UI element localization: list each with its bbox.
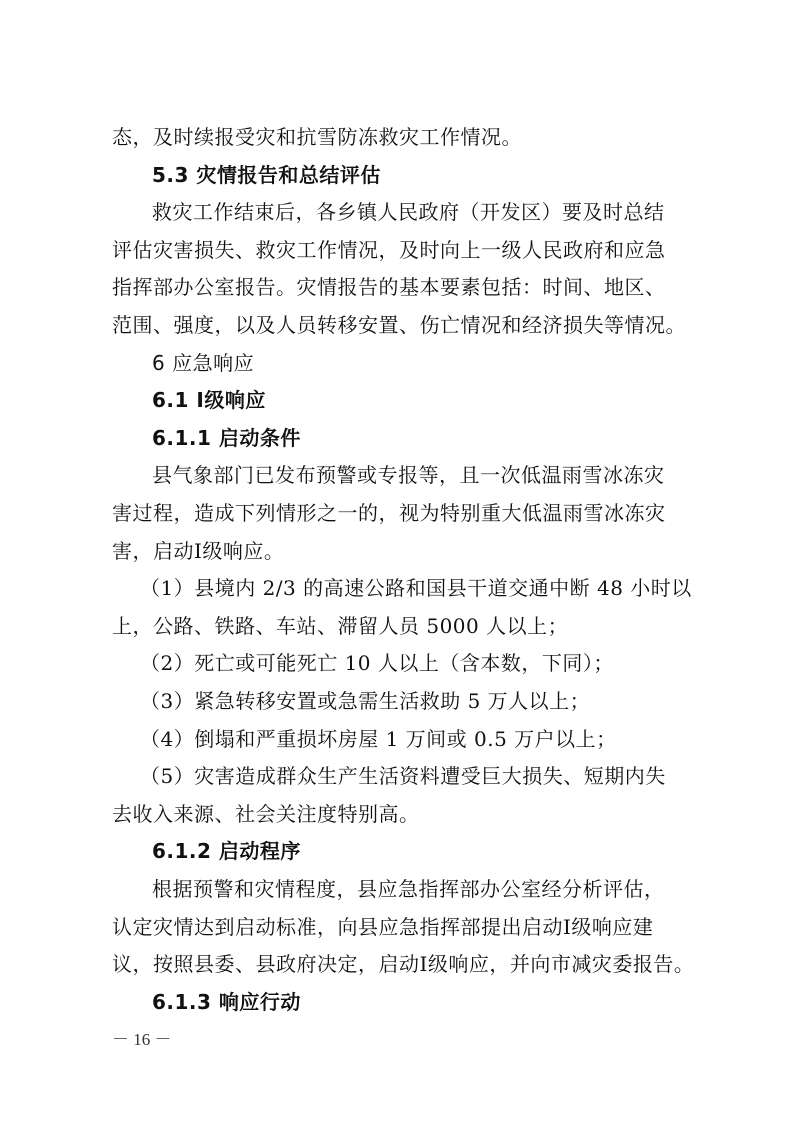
paragraph-line: 指挥部办公室报告。灾情报告的基本要素包括：时间、地区、 <box>112 275 666 299</box>
list-item-line: （4）倒塌和严重损坏房屋 1 万间或 0.5 万户以上； <box>140 727 617 751</box>
paragraph-line: 议，按照县委、县政府决定，启动Ⅰ级响应，并向市减灾委报告。 <box>112 952 695 976</box>
paragraph-line: 害过程，造成下列情形之一的，视为特别重大低温雨雪冰冻灾 <box>112 501 666 525</box>
paragraph-line: 范围、强度，以及人员转移安置、伤亡情况和经济损失等情况。 <box>112 313 686 337</box>
section-heading-6-1: 6.1 Ⅰ级响应 <box>152 388 266 412</box>
paragraph-line: 认定灾情达到启动标准，向县应急指挥部提出启动Ⅰ级响应建 <box>112 915 654 939</box>
list-item-line: （5）灾害造成群众生产生活资料遭受巨大损失、短期内失 <box>140 764 666 788</box>
paragraph-line: 态，及时续报受灾和抗雪防冻救灾工作情况。 <box>112 125 522 149</box>
paragraph-line: 害，启动Ⅰ级响应。 <box>112 539 285 563</box>
section-heading-6-1-3: 6.1.3 响应行动 <box>152 990 301 1014</box>
list-item-line: （2）死亡或可能死亡 10 人以上（含本数，下同）； <box>140 651 614 675</box>
section-heading-6-1-1: 6.1.1 启动条件 <box>152 426 301 450</box>
page-number: － 16 － <box>112 1030 172 1049</box>
section-heading-5-3: 5.3 灾情报告和总结评估 <box>152 163 381 187</box>
list-item-line: （3）紧急转移安置或急需生活救助 5 万人以上； <box>140 689 591 713</box>
paragraph-line: 县气象部门已发布预警或专报等，且一次低温雨雪冰冻灾 <box>152 463 665 487</box>
list-item-line: 去收入来源、社会关注度特别高。 <box>112 802 420 826</box>
paragraph-line: 救灾工作结束后，各乡镇人民政府（开发区）要及时总结 <box>152 200 665 224</box>
list-item-line: 上，公路、铁路、车站、滞留人员 5000 人以上； <box>112 614 569 638</box>
paragraph-line: 评估灾害损失、救灾工作情况，及时向上一级人民政府和应急 <box>112 238 666 262</box>
section-heading-6-1-2: 6.1.2 启动程序 <box>152 839 301 863</box>
paragraph-line: 根据预警和灾情程度，县应急指挥部办公室经分析评估， <box>152 877 665 901</box>
section-heading-6: 6 应急响应 <box>152 351 255 375</box>
list-item-line: （1）县境内 2/3 的高速公路和国县干道交通中断 48 小时以 <box>140 576 692 600</box>
